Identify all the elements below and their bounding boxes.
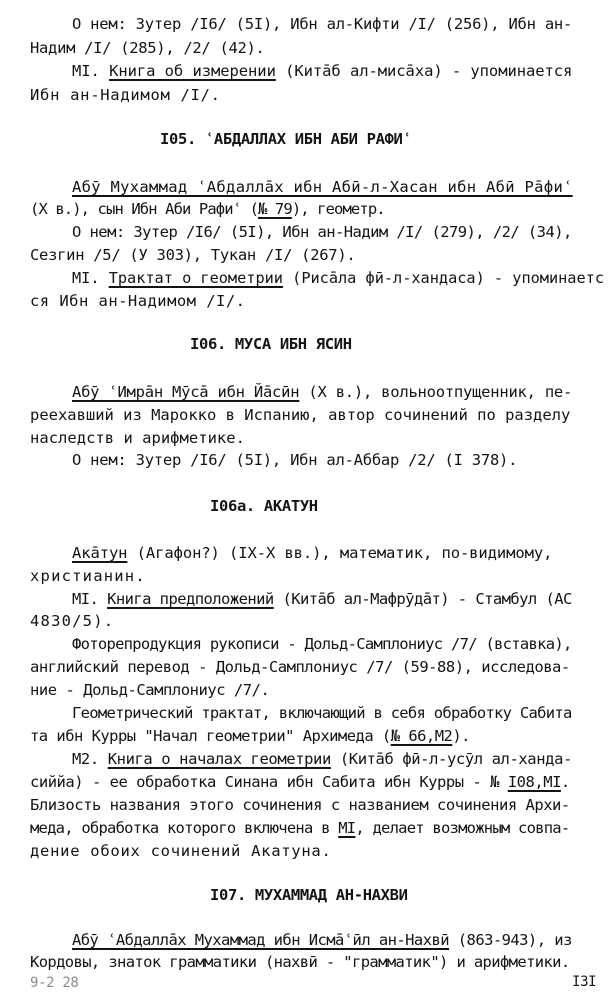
text-line — [72, 706, 572, 722]
text-line — [30, 202, 385, 218]
text-span: (X в.), вольноотпущенник, пе- — [299, 383, 573, 401]
text-span: О нем: Зутер /I6/ (5I), Ибн ал-Аббар /2/ (I 378). — [72, 451, 518, 469]
text-line — [72, 385, 572, 401]
text-line — [30, 248, 355, 264]
text-line — [30, 821, 569, 837]
text-span: Фоторепродукция рукописи - Дольд-Самплониус /7/ (вставка), — [72, 635, 572, 653]
text-line — [72, 64, 572, 80]
section-heading — [210, 499, 318, 515]
text-line — [30, 41, 265, 57]
print-code: 9-2 28 — [30, 975, 79, 991]
text-span: МI. — [72, 62, 110, 80]
underlined-text: Абӯ ʿАбдаллāх Мухаммад ибн Исмāʿӣл ан-Нахвӣ — [72, 931, 450, 949]
text-line — [72, 180, 573, 196]
section-heading — [190, 337, 352, 353]
text-line — [72, 271, 604, 287]
text-line — [30, 431, 245, 447]
text-span: Близость названия этого сочинения с названием сочинения Архи- — [30, 796, 570, 814]
underlined-text: № 66,М2 — [390, 727, 453, 745]
page-number: I3I — [572, 974, 597, 990]
underlined-text: Трактат о геометрии — [108, 269, 283, 287]
text-line — [72, 592, 572, 608]
underlined-text: МI — [338, 819, 356, 837]
text-line — [72, 225, 572, 241]
text-span: ся Ибн ан-Надимом /I/. — [30, 292, 246, 310]
underlined-text: Акāтун — [72, 544, 128, 562]
text-span: реехавший из Марокко в Испанию, автор сочинений по разделу — [30, 406, 571, 424]
text-span: I07. МУХАММАД АН-НАХВИ — [210, 886, 408, 904]
text-span: (Китāб фӣ-л-усӯл ал-ханда- — [330, 750, 572, 768]
text-span: (X в.), сын Ибн Аби Рафиʿ ( — [30, 200, 259, 218]
text-span: (Китāб ал-мисāха) - упоминается — [275, 62, 573, 80]
text-span: Ибн ан-Надимом /I/. — [30, 86, 221, 104]
text-span: I06. МУСА ИБН ЯСИН — [190, 335, 352, 353]
underlined-text: Абӯ ʿИмрāн Мӯсā ибн Йāсӣн — [72, 383, 300, 401]
underlined-text: Книга предположений — [107, 590, 274, 608]
text-span: . — [560, 773, 570, 791]
text-line — [30, 798, 570, 814]
text-span: I05. ʿАБДАЛЛАХ ИБН АБИ РАФИʿ — [160, 130, 412, 148]
text-line — [30, 844, 332, 860]
text-line — [30, 408, 570, 424]
text-line — [30, 683, 269, 699]
underlined-text: Абӯ Мухаммад ʿАбдаллāх ибн Абӣ-л-Хасан ибн Абӣ Рāфиʿ — [72, 178, 573, 196]
text-span: английский перевод - Дольд-Самплониус /7/ (59-88), исследова- — [30, 658, 570, 676]
text-span: О нем: Зутер /I6/ (5I), Ибн ал-Кифти /I/ (256), Ибн ан- — [72, 15, 573, 33]
text-span: , делает возможным совпа- — [355, 819, 570, 837]
text-span: ние - Дольд-Самплониус /7/. — [30, 681, 270, 699]
underlined-text: Книга об измерении — [109, 62, 276, 80]
text-line — [72, 453, 517, 469]
text-span: Надим /I/ (285), /2/ (42). — [30, 39, 265, 57]
underlined-text: Книга о началах геометрии — [107, 750, 331, 768]
text-span: Сезгин /5/ (У 303), Тукан /I/ (267). — [30, 246, 356, 264]
text-span: (Рисāла фӣ-л-хандаса) - упоминаетс — [282, 269, 604, 287]
text-span: I06а. АКАТУН — [210, 497, 318, 515]
section-heading — [210, 888, 408, 904]
text-span: 4830/5). — [30, 612, 115, 630]
text-span: ), геометр. — [291, 200, 385, 218]
text-line — [72, 752, 572, 768]
text-span: христианин. — [30, 567, 146, 585]
text-line — [30, 775, 570, 791]
text-line — [30, 569, 146, 585]
text-span: дение обоих сочинений Акатуна. — [30, 842, 332, 860]
text-span: сиййа) - ее обработка Синана ибн Сабита ибн Курры - № — [30, 773, 508, 791]
text-line — [30, 88, 221, 104]
underlined-text: I08,МI — [507, 773, 561, 791]
text-line — [72, 17, 572, 33]
underlined-text: № 79 — [258, 200, 292, 218]
text-span: О нем: Зутер /I6/ (5I), Ибн ан-Надим /I/ (279), /2/ (34), — [72, 223, 572, 241]
text-span: Геометрический трактат, включающий в себя обработку Сабита — [72, 704, 572, 722]
text-span: (863-943), из — [449, 931, 572, 949]
text-line — [72, 933, 572, 949]
text-line — [72, 546, 552, 562]
text-span: та ибн Курры "Начал геометрии" Архимеда ( — [30, 727, 391, 745]
text-line — [30, 614, 114, 630]
section-heading — [160, 132, 412, 148]
text-line — [72, 637, 572, 653]
text-span: М2. — [72, 750, 108, 768]
text-span: наследств и арифметике. — [30, 429, 245, 447]
text-line — [30, 729, 470, 745]
text-span: МI. — [72, 269, 109, 287]
text-line — [30, 660, 570, 676]
text-span: (Агафон?) (IX-X вв.), математик, по-видимому, — [127, 544, 553, 562]
text-span: (Китāб ал-Мафрӯдāт) - Стамбул (АС — [273, 590, 572, 608]
text-span: меда, обработка которого включена в — [30, 819, 339, 837]
text-span: Кордовы, знаток грамматики (нахвӣ - "грамматик") и арифметики. — [30, 953, 570, 971]
text-line — [30, 294, 245, 310]
text-span: ). — [452, 727, 470, 745]
text-span: МI. — [72, 590, 108, 608]
text-line — [30, 955, 570, 971]
